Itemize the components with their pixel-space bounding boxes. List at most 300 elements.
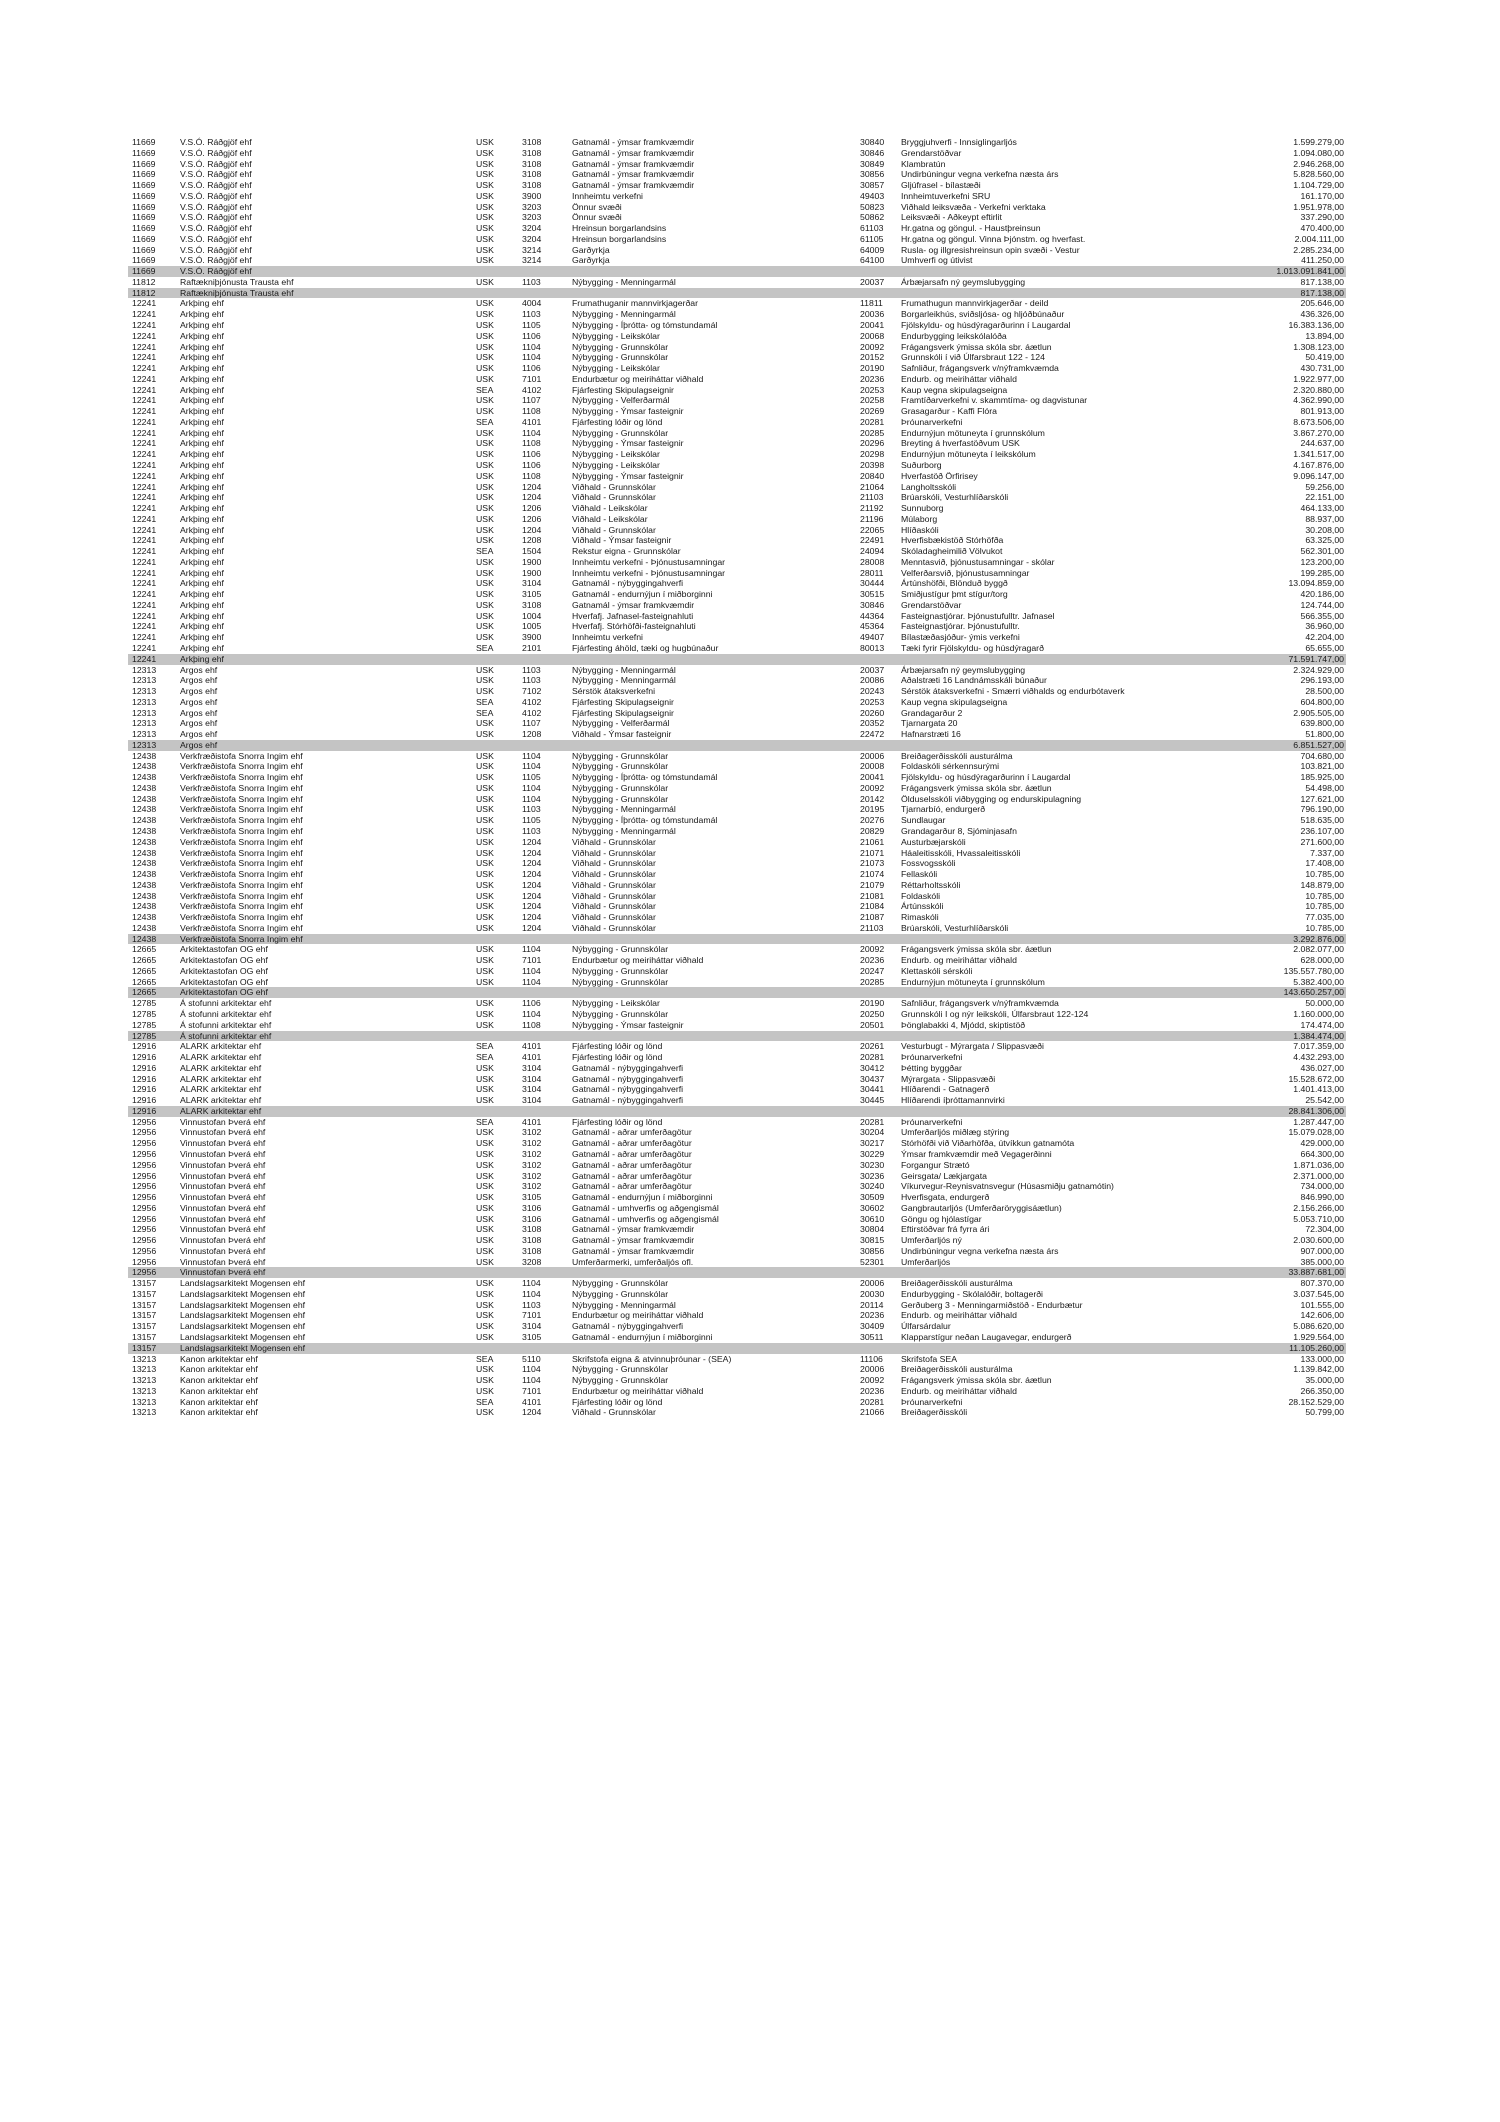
division-cell: USK (476, 750, 494, 761)
vendor-name-cell: Arkitektastofan OG ehf (180, 955, 268, 966)
table-row (128, 438, 1346, 449)
project-name-cell: Endurnýjun mötuneyta í leikskólum (901, 449, 1036, 460)
vendor-name-cell: Arkþing ehf (180, 621, 224, 632)
project-code-cell: 50823 (860, 201, 885, 212)
project-name-cell: Hverfastöð Örfirisey (901, 470, 978, 481)
account-code-cell: 1104 (522, 761, 541, 772)
account-code-cell: 1104 (522, 976, 541, 987)
project-code-cell: 30230 (860, 1159, 885, 1170)
vendor-id-cell: 12241 (132, 503, 157, 514)
project-code-cell: 30437 (860, 1073, 885, 1084)
project-name-cell: Sunnuborg (901, 503, 944, 514)
amount-cell: 801.913,00 (1300, 406, 1344, 417)
vendor-name-cell: Arkþing ehf (180, 556, 224, 567)
account-name-cell: Nýbygging - Grunnskólar (572, 793, 669, 804)
account-name-cell: Endurbætur og meiriháttar viðhald (572, 1385, 704, 1396)
account-code-cell: 4101 (522, 1396, 542, 1407)
division-cell: USK (476, 1009, 494, 1020)
vendor-name-cell: Arkþing ehf (180, 610, 224, 621)
division-cell: USK (476, 793, 494, 804)
account-code-cell: 4101 (522, 416, 542, 427)
vendor-id-cell: 12956 (132, 1245, 157, 1256)
project-code-cell: 20398 (860, 459, 885, 470)
project-name-cell: Fjölskyldu- og húsdýragarðurinn í Laugardal (901, 772, 1071, 783)
account-code-cell: 1900 (522, 567, 542, 578)
project-code-cell: 21064 (860, 481, 885, 492)
vendor-id-cell: 12241 (132, 438, 157, 449)
division-cell: SEA (476, 546, 494, 557)
table-row (128, 772, 1346, 783)
project-name-cell: Ártúnshöfði, Blönduð byggð (901, 578, 1008, 589)
account-code-cell: 1104 (522, 1364, 541, 1375)
vendor-name-cell: Vinnustofan Þverá ehf (180, 1138, 266, 1149)
division-cell: USK (476, 298, 494, 309)
account-name-cell: Nýbygging - Grunnskólar (572, 427, 669, 438)
amount-cell: 907.000,00 (1300, 1245, 1344, 1256)
account-code-cell: 1106 (522, 459, 541, 470)
division-cell: USK (476, 632, 494, 643)
amount-cell: 22.151,00 (1305, 492, 1344, 503)
account-name-cell: Viðhald - Grunnskólar (572, 492, 656, 503)
table-row (128, 1160, 1346, 1171)
project-code-cell: 30815 (860, 1235, 885, 1246)
account-name-cell: Nýbygging - Ýmsar fasteignir (572, 406, 684, 417)
division-cell: SEA (476, 1353, 494, 1364)
project-code-cell: 30849 (860, 158, 885, 169)
amount-cell: 236.107,00 (1300, 826, 1344, 836)
vendor-name-cell: Arkþing ehf (180, 459, 224, 470)
vendor-name-cell: Kanon arkitektar ehf (180, 1385, 258, 1396)
project-code-cell: 20037 (860, 276, 885, 287)
project-code-cell: 21073 (860, 858, 885, 869)
vendor-id-cell: 13157 (132, 1331, 157, 1342)
table-row (128, 385, 1346, 396)
account-name-cell: Gatnamál - endurnýjun í miðborginni (572, 1331, 713, 1342)
amount-cell: 36.960,00 (1305, 621, 1344, 632)
project-name-cell: Bílastæðasjóður- ýmis verkefni (901, 632, 1020, 643)
account-name-cell: Nýbygging - Íþrótta- og tómstundamál (572, 772, 718, 783)
amount-cell: 1.341.517,00 (1293, 449, 1344, 460)
division-cell: USK (476, 1245, 494, 1256)
project-code-cell: 30412 (860, 1062, 885, 1073)
project-name-cell: Klettaskóli sérskóli (901, 965, 973, 976)
account-name-cell: Nýbygging - Ýmsar fasteignir (572, 470, 684, 481)
division-cell: USK (476, 1256, 494, 1267)
amount-cell: 35.000,00 (1305, 1375, 1344, 1386)
table-row (128, 449, 1346, 460)
vendor-name-cell: Arkþing ehf (180, 492, 224, 503)
division-cell: USK (476, 535, 494, 546)
amount-cell: 628.000,00 (1300, 955, 1344, 966)
vendor-name-cell: Arkþing ehf (180, 513, 224, 524)
account-name-cell: Gatnamál - aðrar umferðagötur (572, 1170, 692, 1181)
vendor-id-cell: 12241 (132, 546, 157, 557)
account-name-cell: Gatnamál - ýmsar framkvæmdir (572, 599, 695, 610)
table-row (128, 761, 1346, 772)
account-code-cell: 4102 (522, 384, 542, 395)
project-code-cell: 50862 (860, 212, 885, 223)
account-name-cell: Nýbygging - Menningarmál (572, 826, 676, 836)
project-name-cell: Endurbygging - Skólalóðir, boltagerði (901, 1288, 1043, 1299)
vendor-id-cell: 12313 (132, 696, 157, 707)
project-name-cell: Breiðagerðisskóli austurálma (901, 750, 1013, 761)
account-code-cell: 5110 (522, 1353, 541, 1364)
vendor-id-cell: 12241 (132, 621, 157, 632)
vendor-name-cell: Kanon arkitektar ehf (180, 1375, 258, 1386)
project-code-cell: 20114 (860, 1299, 884, 1310)
vendor-id-cell: 12665 (132, 955, 157, 966)
account-name-cell: Fjárfesting áhöld, tæki og hugbúnaður (572, 642, 719, 653)
account-name-cell: Fjárfesting lóðir og lönd (572, 416, 663, 427)
project-name-cell: Fellaskóli (901, 869, 938, 880)
table-row (128, 1127, 1346, 1138)
amount-cell: 8.673.506,00 (1293, 416, 1344, 427)
division-cell: USK (476, 1213, 494, 1224)
vendor-id-cell: 12241 (132, 556, 157, 567)
vendor-name-cell: Vinnustofan Þverá ehf (180, 1267, 266, 1278)
amount-cell: 16.383.136,00 (1288, 320, 1344, 331)
table-row (128, 1020, 1346, 1031)
division-cell: USK (476, 599, 494, 610)
account-name-cell: Fjárfesting Skipulagseignir (572, 696, 674, 707)
account-code-cell: 3108 (522, 1224, 542, 1235)
project-name-cell: Eftirstöðvar frá fyrra ári (901, 1224, 990, 1235)
vendor-name-cell: ALARK arkitektar ehf (180, 1073, 262, 1084)
table-row (128, 589, 1346, 600)
account-name-cell: Frumathuganir mannvirkjagerðar (572, 298, 699, 309)
vendor-id-cell: 12916 (132, 1095, 157, 1106)
vendor-name-cell: Arkþing ehf (180, 416, 224, 427)
amount-cell: 88.937,00 (1305, 513, 1344, 524)
project-code-cell: 20006 (860, 1364, 885, 1375)
account-code-cell: 3204 (522, 233, 542, 244)
vendor-name-cell: Vinnustofan Þverá ehf (180, 1202, 266, 1213)
account-code-cell: 1106 (522, 330, 541, 341)
amount-cell: 50.000,00 (1305, 998, 1344, 1009)
project-name-cell: Kaup vegna skipulagseigna (901, 696, 1008, 707)
account-code-cell: 4101 (522, 1052, 542, 1063)
vendor-name-cell: Arkþing ehf (180, 341, 224, 352)
account-code-cell: 1204 (522, 847, 542, 858)
project-code-cell: 20142 (860, 793, 885, 804)
division-cell: SEA (476, 384, 494, 395)
account-name-cell: Nýbygging - Grunnskólar (572, 1364, 669, 1375)
amount-cell: 464.133,00 (1300, 503, 1344, 514)
amount-cell: 127.621,00 (1300, 793, 1344, 804)
vendor-id-cell: 12956 (132, 1192, 157, 1203)
division-cell: USK (476, 449, 494, 460)
vendor-id-cell: 11669 (132, 266, 156, 277)
division-cell: USK (476, 578, 494, 589)
amount-cell: 266.350,00 (1300, 1385, 1344, 1396)
account-name-cell: Nýbygging - Velferðarmál (572, 395, 670, 406)
account-code-cell: 1104 (522, 1278, 541, 1289)
division-cell: USK (476, 363, 494, 374)
table-row (128, 148, 1346, 159)
project-name-cell: Undirbúningur vegna verkefna næsta árs (901, 1245, 1059, 1256)
project-code-cell: 20250 (860, 1009, 885, 1020)
account-name-cell: Skrifstofa eigna & atvinnuþróunar - (SEA) (572, 1353, 732, 1364)
vendor-id-cell: 11669 (132, 244, 156, 255)
table-row (128, 514, 1346, 525)
table-row (128, 331, 1346, 342)
account-name-cell: Nýbygging - Menningarmál (572, 675, 676, 686)
project-code-cell: 21066 (860, 1407, 885, 1418)
table-row (128, 1074, 1346, 1085)
table-row (128, 471, 1346, 482)
vendor-id-cell: 12956 (132, 1138, 157, 1149)
amount-cell: 1.160.000,00 (1293, 1009, 1344, 1020)
amount-cell: 796.190,00 (1300, 804, 1344, 815)
account-name-cell: Viðhald - Leikskólar (572, 503, 648, 514)
project-code-cell: 20236 (860, 955, 885, 966)
account-name-cell: Innheimtu verkefni (572, 190, 643, 201)
vendor-name-cell: Vinnustofan Þverá ehf (180, 1116, 266, 1127)
amount-cell: 1.401.413,00 (1293, 1084, 1344, 1095)
vendor-name-cell: Verkfræðistofa Snorra Ingim ehf (180, 782, 303, 793)
project-name-cell: Klambratún (901, 158, 946, 169)
project-code-cell: 61103 (860, 223, 884, 234)
project-code-cell: 20006 (860, 1278, 885, 1289)
account-name-cell: Nýbygging - Grunnskólar (572, 750, 669, 761)
division-cell: USK (476, 481, 494, 492)
project-code-cell: 30515 (860, 589, 885, 600)
project-code-cell: 45364 (860, 621, 885, 632)
vendor-id-cell: 12438 (132, 826, 157, 836)
amount-cell: 2.905.505,00 (1293, 707, 1344, 718)
vendor-id-cell: 11669 (132, 190, 156, 201)
project-code-cell: 20352 (860, 718, 885, 729)
project-name-cell: Umferðarljós ný (901, 1235, 962, 1246)
table-row (128, 546, 1346, 557)
project-code-cell: 20037 (860, 664, 885, 675)
vendor-name-cell: Arkitektastofan OG ehf (180, 976, 268, 987)
project-code-cell: 20276 (860, 815, 885, 826)
table-row (128, 169, 1346, 180)
amount-cell: 337.290,00 (1300, 212, 1344, 223)
expense-table (128, 137, 1346, 1418)
amount-cell: 59.256,00 (1305, 481, 1344, 492)
vendor-id-cell: 12241 (132, 449, 157, 460)
account-code-cell: 3900 (522, 632, 542, 643)
table-row (128, 1203, 1346, 1214)
account-code-cell: 3108 (522, 1245, 542, 1256)
amount-cell: 846.990,00 (1300, 1192, 1344, 1203)
division-cell: USK (476, 137, 494, 147)
vendor-id-cell: 12438 (132, 782, 157, 793)
vendor-id-cell: 12438 (132, 879, 157, 890)
table-row (128, 611, 1346, 622)
account-name-cell: Innheimtu verkefni - Þjónustusamningar (572, 556, 726, 567)
account-name-cell: Nýbygging - Grunnskólar (572, 782, 669, 793)
project-code-cell: 61105 (860, 233, 884, 244)
vendor-id-cell: 12438 (132, 922, 157, 933)
table-row (128, 482, 1346, 493)
table-row (128, 202, 1346, 213)
account-code-cell: 1103 (522, 664, 541, 675)
table-row (128, 697, 1346, 708)
vendor-name-cell: V.S.Ó. Ráðgjöf ehf (180, 190, 252, 201)
account-code-cell: 1104 (522, 965, 541, 976)
account-code-cell: 3108 (522, 158, 542, 169)
table-row (128, 686, 1346, 697)
account-code-cell: 3203 (522, 212, 542, 223)
account-code-cell: 1103 (522, 309, 541, 320)
division-cell: USK (476, 1310, 494, 1321)
table-row (128, 1332, 1346, 1343)
project-name-cell: Ýmsar framkvæmdir með Vegagerðinni (901, 1148, 1052, 1159)
vendor-name-cell: V.S.Ó. Ráðgjöf ehf (180, 201, 252, 212)
account-name-cell: Gatnamál - nýbyggingahverfi (572, 1084, 684, 1095)
project-name-cell: Frágangsverk ýmissa skóla sbr. áætlun (901, 944, 1052, 955)
table-row (128, 901, 1346, 912)
vendor-name-cell: Argos ehf (180, 664, 218, 675)
project-name-cell: Hr.gatna og göngul. - Haustþreinsun (901, 223, 1041, 234)
vendor-name-cell: Argos ehf (180, 696, 218, 707)
table-row (128, 245, 1346, 256)
project-name-cell: Grendarstöðvar (901, 147, 962, 158)
table-row (128, 1214, 1346, 1225)
amount-cell: 13.094.859,00 (1288, 578, 1344, 589)
amount-cell: 420.186,00 (1300, 589, 1344, 600)
project-name-cell: Rimaskóli (901, 912, 939, 923)
vendor-id-cell: 12438 (132, 761, 157, 772)
vendor-id-cell: 12438 (132, 815, 157, 826)
account-name-cell: Gatnamál - ýmsar framkvæmdir (572, 1224, 695, 1235)
table-row (128, 1354, 1346, 1365)
division-cell: USK (476, 589, 494, 600)
account-name-cell: Hverfafj. Jafnasel-fasteignahluti (572, 610, 694, 621)
vendor-id-cell: 12241 (132, 589, 157, 600)
project-code-cell: 20298 (860, 449, 885, 460)
vendor-name-cell: Kanon arkitektar ehf (180, 1364, 258, 1375)
vendor-id-cell: 12438 (132, 847, 157, 858)
vendor-name-cell: Verkfræðistofa Snorra Ingim ehf (180, 912, 303, 923)
division-cell: USK (476, 998, 494, 1009)
amount-cell: 5.086.620,00 (1293, 1321, 1344, 1332)
project-name-cell: Borgarleikhús, sviðsljósa- og hljóðbúnaður (901, 309, 1065, 320)
project-name-cell: Breiðagerðisskóli austurálma (901, 1364, 1013, 1375)
account-code-cell: 3104 (522, 1095, 542, 1106)
amount-cell: 639.800,00 (1300, 718, 1344, 729)
account-name-cell: Nýbygging - Grunnskólar (572, 944, 669, 955)
vendor-id-cell: 13157 (132, 1278, 157, 1289)
account-name-cell: Nýbygging - Leikskólar (572, 998, 660, 1009)
project-name-cell: Þétting byggðar (901, 1062, 962, 1073)
amount-cell: 1.922.977,00 (1293, 373, 1344, 384)
vendor-id-cell: 12956 (132, 1235, 157, 1246)
division-cell: USK (476, 836, 494, 847)
vendor-name-cell: Verkfræðistofa Snorra Ingim ehf (180, 890, 303, 901)
table-row (128, 1224, 1346, 1235)
project-code-cell: 21084 (860, 901, 885, 912)
project-name-cell: Kaup vegna skipulagseigna (901, 384, 1008, 395)
account-name-cell: Nýbygging - Menningarmál (572, 804, 676, 815)
project-name-cell: Skóladagheimilið Völvukot (901, 546, 1003, 557)
project-code-cell: 20068 (860, 330, 885, 341)
division-cell: USK (476, 1073, 494, 1084)
project-code-cell: 30409 (860, 1321, 885, 1332)
vendor-name-cell: Vinnustofan Þverá ehf (180, 1192, 266, 1203)
account-name-cell: Gatnamál - endurnýjun í miðborginni (572, 589, 713, 600)
account-name-cell: Viðhald - Grunnskólar (572, 912, 656, 923)
account-code-cell: 1204 (522, 524, 542, 535)
vendor-name-cell: V.S.Ó. Ráðgjöf ehf (180, 158, 252, 169)
project-name-cell: Brúarskóli, Vesturhlíðarskóli (901, 492, 1009, 503)
account-code-cell: 1107 (522, 395, 541, 406)
vendor-id-cell: 12956 (132, 1181, 157, 1192)
account-name-cell: Gatnamál - nýbyggingahverfi (572, 1062, 684, 1073)
project-name-cell: Framtíðarverkefni v. skammtíma- og dagvistunar (901, 395, 1088, 406)
account-name-cell: Nýbygging - Grunnskólar (572, 1288, 669, 1299)
account-name-cell: Viðhald - Grunnskólar (572, 858, 656, 869)
table-row (128, 621, 1346, 632)
vendor-id-cell: 12241 (132, 341, 157, 352)
project-code-cell: 28011 (860, 567, 884, 578)
subtotal-row (128, 740, 1346, 751)
amount-cell: 429.000,00 (1300, 1138, 1344, 1149)
project-code-cell: 20281 (860, 1052, 885, 1063)
account-name-cell: Gatnamál - ýmsar framkvæmdir (572, 137, 695, 147)
project-code-cell: 30509 (860, 1192, 885, 1203)
vendor-name-cell: Vinnustofan Þverá ehf (180, 1235, 266, 1246)
account-name-cell: Nýbygging - Grunnskólar (572, 1278, 669, 1289)
table-row (128, 1084, 1346, 1095)
vendor-name-cell: ALARK arkitektar ehf (180, 1062, 262, 1073)
division-cell: USK (476, 1084, 494, 1095)
vendor-name-cell: ALARK arkitektar ehf (180, 1105, 262, 1116)
vendor-id-cell: 12241 (132, 459, 157, 470)
table-row (128, 352, 1346, 363)
division-cell: USK (476, 1385, 494, 1396)
project-code-cell: 20086 (860, 675, 885, 686)
account-code-cell: 1104 (522, 1009, 541, 1020)
vendor-id-cell: 11669 (132, 137, 156, 147)
vendor-id-cell: 13213 (132, 1364, 157, 1375)
account-code-cell: 1103 (522, 276, 541, 287)
vendor-name-cell: Vinnustofan Þverá ehf (180, 1245, 266, 1256)
amount-cell: 2.371.000,00 (1293, 1170, 1344, 1181)
amount-cell: 2.320.880,00 (1293, 384, 1344, 395)
table-row (128, 837, 1346, 848)
amount-cell: 3.867.270,00 (1293, 427, 1344, 438)
amount-cell: 1.871.036,00 (1293, 1159, 1344, 1170)
table-row (128, 923, 1346, 934)
account-code-cell: 1204 (522, 858, 542, 869)
division-cell: USK (476, 965, 494, 976)
division-cell: USK (476, 729, 494, 740)
vendor-id-cell: 11669 (132, 233, 156, 244)
table-row (128, 1257, 1346, 1268)
vendor-id-cell: 12241 (132, 363, 157, 374)
vendor-name-cell: Arkþing ehf (180, 298, 224, 309)
vendor-id-cell: 12241 (132, 470, 157, 481)
amount-cell: 3.292.876,00 (1293, 933, 1344, 944)
account-code-cell: 1108 (522, 438, 541, 449)
project-name-cell: Grendarstöðvar (901, 599, 962, 610)
account-name-cell: Gatnamál - umhverfis og aðgengismál (572, 1202, 719, 1213)
project-name-cell: Fjölskyldu- og húsdýragarðurinn í Laugardal (901, 320, 1071, 331)
project-name-cell: Brúarskóli, Vesturhlíðarskóli (901, 922, 1009, 933)
table-row (128, 1407, 1346, 1418)
vendor-name-cell: Landslagsarkitekt Mogensen ehf (180, 1288, 306, 1299)
amount-cell: 5.382.400,00 (1293, 976, 1344, 987)
amount-cell: 817.138,00 (1300, 287, 1344, 298)
amount-cell: 2.082.077,00 (1293, 944, 1344, 955)
vendor-name-cell: Verkfræðistofa Snorra Ingim ehf (180, 847, 303, 858)
account-name-cell: Endurbætur og meiriháttar viðhald (572, 373, 704, 384)
account-name-cell: Fjárfesting Skipulagseignir (572, 384, 674, 395)
